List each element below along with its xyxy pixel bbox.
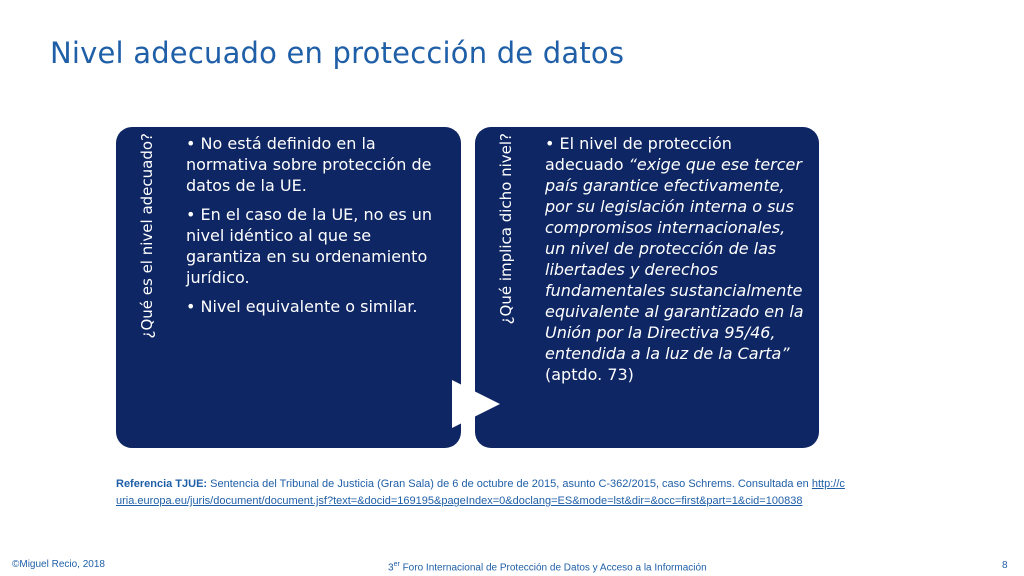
bullet-tail: (aptdo. 73) [545,365,634,384]
bullet-lead: • El nivel de protección adecuado [545,134,732,174]
page-title: Nivel adecuado en protección de datos [50,36,625,70]
reference-text: Sentencia del Tribunal de Justicia (Gran Sala) de 6 de octubre de 2015, asunto C-362/2015, caso Schrems. Consultada en [207,478,812,490]
bullet-item [545,133,807,385]
footer-event-prefix: 3 [388,562,394,574]
footer-event-name [388,561,707,573]
bullet-quote: “exige que ese tercer país garantice efectivamente, por su legislación interna o sus compromisos internacionales, un nivel de protección de las libertades y derechos fundamentales sustancialmente equivalente al garantizado en la Unión por la Directiva 95/46, entendida a la luz de la Carta” [545,155,804,363]
bullet-list-right [545,133,807,393]
page-number: 8 [1002,560,1008,571]
reference-label: Referencia TJUE: [116,478,208,490]
footer-event-sup: er [393,561,400,568]
footer-event-rest: Foro Internacional de Protección de Datos y Acceso a la Información [399,562,707,574]
vertical-label-container [116,127,160,448]
reference-note [116,476,846,510]
vertical-label-left: ¿Qué es el nivel adecuado? [138,133,156,339]
footer-copyright: ©Miguel Recio, 2018 [12,559,105,570]
panel-what-does-level-imply [475,127,819,448]
panel-what-is-adequate-level [116,127,461,448]
bullet-list-left [186,133,451,325]
bullet-item: • No está definido en la normativa sobre protección de datos de la UE. [186,134,432,195]
reference-link[interactable]: http://curia.europa.eu/juris/document/document.jsf?text=&docid=169195&pageIndex=0&doclang=ES&mode=lst&dir=&occ=first&part=1&cid=100838 [116,478,845,507]
bullet-item: • En el caso de la UE, no es un nivel idéntico al que se garantiza en su ordenamiento jurídico. [186,205,433,287]
vertical-label-right: ¿Qué implica dicho nivel? [497,133,515,325]
bullet-item: • Nivel equivalente o similar. [186,297,418,316]
arrow-right-icon [446,378,504,430]
